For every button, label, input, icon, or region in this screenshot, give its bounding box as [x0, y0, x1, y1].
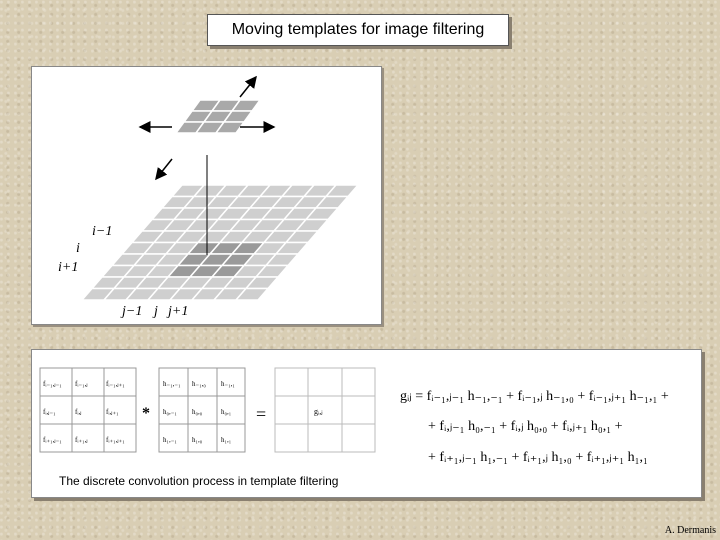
- moving-template-figure: [31, 66, 382, 325]
- figure-caption: The discrete convolution process in template filtering: [59, 474, 339, 488]
- col-label: j−1: [122, 304, 143, 319]
- row-label: i: [76, 241, 80, 256]
- matrix-cell: h₁,₋₁: [163, 436, 177, 444]
- matrix-cell: fᵢ,ⱼ: [75, 408, 82, 416]
- matrix-cell: fᵢ,ⱼ₊₁: [106, 408, 119, 416]
- matrix-cell: fᵢ₊₁,ⱼ₋₁: [43, 436, 62, 444]
- matrix-cell: h₋₁,₋₁: [163, 380, 181, 388]
- matrix-cell: h₁,₁: [221, 436, 232, 444]
- template-matrix: [159, 368, 245, 452]
- matrix-cell: h₁,₀: [192, 436, 203, 444]
- col-label: j+1: [168, 304, 189, 319]
- equals-operator: =: [256, 404, 267, 424]
- matrix-cell: fᵢ₊₁,ⱼ₊₁: [106, 436, 125, 444]
- convolution-operator: *: [142, 405, 150, 422]
- slide-title: Moving templates for image filtering: [207, 14, 509, 46]
- author-credit: A. Dermanis: [664, 525, 716, 536]
- matrix-cell: h₀,₀: [192, 408, 203, 416]
- formula-line-2: + fᵢ,ⱼ₋₁ h₀,₋₁ + fᵢ,ⱼ h₀,₀ + fᵢ,ⱼ₊₁ h₀,₁ +: [428, 419, 623, 434]
- matrix-cell: fᵢ₋₁,ⱼ₋₁: [43, 380, 62, 388]
- arrow-up-right-icon: [240, 77, 256, 97]
- matrix-cell: h₀,₋₁: [163, 408, 177, 416]
- floating-template: [176, 100, 260, 133]
- result-matrix: [275, 368, 375, 452]
- matrix-cell: fᵢ₊₁,ⱼ: [75, 436, 88, 444]
- row-label: i−1: [92, 224, 113, 239]
- matrix-cell: fᵢ₋₁,ⱼ: [75, 380, 88, 388]
- moving-template-illustration: [32, 67, 381, 324]
- col-label: j: [154, 304, 158, 319]
- matrix-cell: fᵢ₋₁,ⱼ₊₁: [106, 380, 125, 388]
- formula-line-1: gᵢⱼ = fᵢ₋₁,ⱼ₋₁ h₋₁,₋₁ + fᵢ₋₁,ⱼ h₋₁,₀ + fᵢ₋₁,ⱼ₊₁ h₋₁,₁ +: [400, 389, 669, 404]
- image-grid: [82, 185, 358, 300]
- row-label: i+1: [58, 260, 79, 275]
- matrix-cell: h₋₁,₁: [221, 380, 235, 388]
- matrix-cell: gᵢ,ⱼ: [314, 407, 323, 416]
- arrow-down-left-icon: [156, 159, 172, 179]
- matrix-cell: fᵢ,ⱼ₋₁: [43, 408, 56, 416]
- image-matrix: [40, 368, 136, 452]
- formula-line-3: + fᵢ₊₁,ⱼ₋₁ h₁,₋₁ + fᵢ₊₁,ⱼ h₁,₀ + fᵢ₊₁,ⱼ₊₁ h₁,₁: [428, 450, 648, 465]
- matrix-cell: h₀,₁: [221, 408, 232, 416]
- matrix-cell: h₋₁,₀: [192, 380, 206, 388]
